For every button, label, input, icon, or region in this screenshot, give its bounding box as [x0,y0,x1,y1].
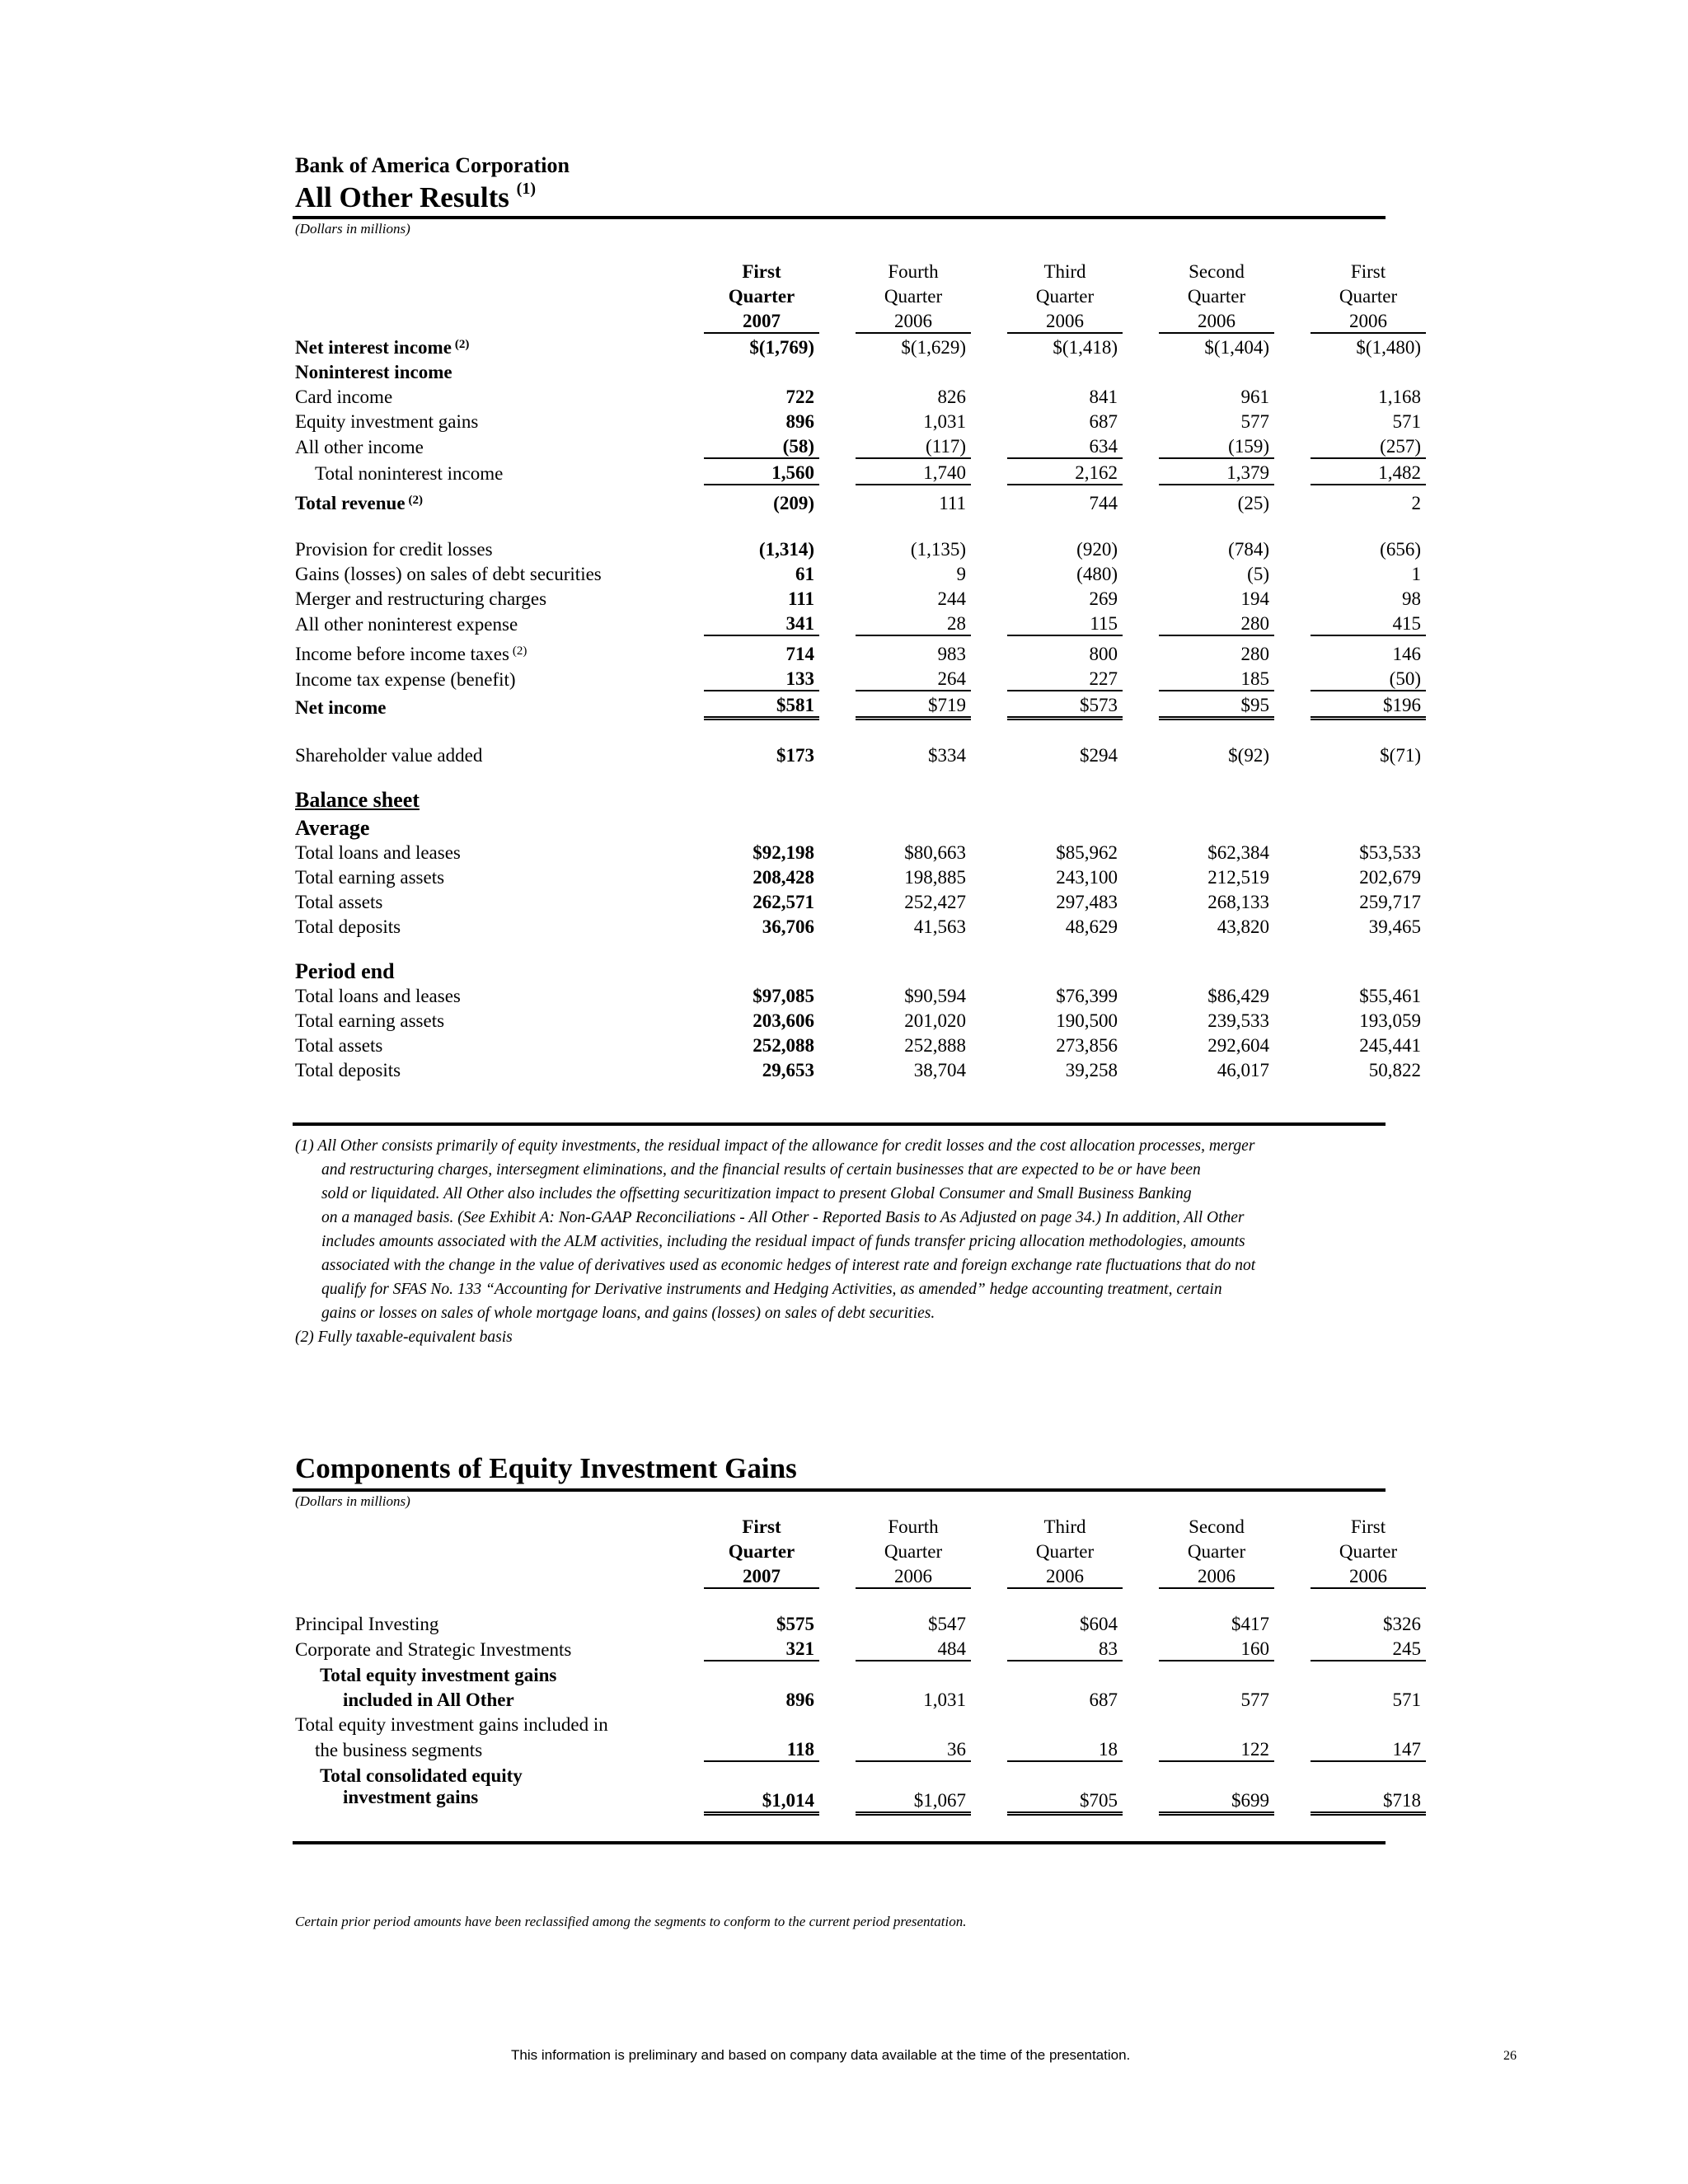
row-label: Shareholder value added [295,745,483,766]
cell: $573 [1007,691,1123,719]
cell: 252,888 [904,1035,966,1056]
row-label: Card income [295,387,393,407]
cell: 50,822 [1368,1060,1421,1080]
cell: 341 [704,610,819,635]
section-heading-row [295,766,1426,811]
section-heading-row [295,811,1426,839]
all-other-results-table [295,258,1426,1081]
table-row [295,333,1426,359]
cell: (656) [1380,539,1421,560]
col-header: Third [1043,261,1086,282]
cell: 133 [704,665,819,691]
row-label: Provision for credit losses [295,539,493,560]
equity-section-title: Components of Equity Investment Gains [295,1452,797,1484]
row-label: Net income [295,696,387,718]
cell: 687 [1089,411,1118,432]
cell: 28 [856,610,971,635]
period-end-heading: Period end [295,959,395,983]
cell: 634 [1007,433,1123,458]
cell: 280 [1240,644,1269,664]
row-label: Merger and restructuring charges [295,588,547,609]
cell: 1,168 [1378,387,1421,407]
cell: 244 [937,588,966,609]
cell: 118 [704,1736,819,1761]
col-header: Quarter [728,1541,795,1562]
cell: 983 [937,644,966,664]
cell: 18 [1007,1736,1123,1761]
col-header: Quarter [884,286,943,307]
footnote-2: (2) Fully taxable-equivalent basis [295,1329,513,1346]
cell: 484 [856,1635,971,1661]
cell: 1,560 [704,458,819,485]
cell: $92,198 [753,842,814,863]
page-number: 26 [1503,2049,1517,2063]
cell: 194 [1240,588,1269,609]
cell: (209) [773,493,814,513]
col-header: Quarter [1187,286,1246,307]
cell: $334 [928,745,966,766]
equity-units-label: (Dollars in millions) [295,1493,410,1509]
table-row [295,1635,1426,1661]
col-header: Quarter [728,286,795,307]
row-label: Income before income taxes $^{(2)}$ [295,644,528,664]
row-label: Total consolidated equity [320,1765,523,1786]
col-year: 2006 [1159,307,1274,333]
cell: 245 [1311,1635,1426,1661]
row-label: All other income [295,437,424,457]
col-header: Quarter [1187,1541,1246,1562]
col-year: 2006 [1311,307,1426,333]
cell: 202,679 [1359,867,1421,888]
cell: 826 [937,387,966,407]
cell: $85,962 [1056,842,1118,863]
row-label: Total revenue $^{(2)}$ [295,493,424,513]
cell: $417 [1231,1614,1269,1634]
table-row [295,691,1426,719]
cell: 48,629 [1065,916,1118,937]
page-title [295,181,536,214]
footnote-1-line: gains or losses on sales of whole mortgage loans, and gains (losses) on sales of debt securities. [321,1305,935,1322]
col-year: 2007 [704,1563,819,1588]
average-heading: Average [295,816,370,840]
cell: $90,594 [904,986,966,1006]
cell: 198,885 [904,867,966,888]
cell: 190,500 [1056,1010,1118,1031]
col-header: Quarter [1035,286,1095,307]
footnote-1-line: qualify for SFAS No. 133 “Accounting for Derivative instruments and Hedging Activities, as amended” hedge accounting treatment, certain [321,1281,1222,1298]
row-label: Total loans and leases [295,842,461,863]
cell: $95 [1159,691,1274,719]
cell: $86,429 [1207,986,1269,1006]
title-footnote-ref: (1) [516,180,536,198]
table-row [295,1686,1426,1711]
row-label: investment gains [343,1787,479,1807]
cell: $196 [1311,691,1426,719]
cell: (784) [1228,539,1269,560]
cell: $(92) [1228,745,1269,766]
header-row-1 [295,1513,1426,1538]
cell: 83 [1007,1635,1123,1661]
cell: 245,441 [1359,1035,1421,1056]
company-name: Bank of America Corporation [295,153,570,177]
cell: 714 [785,644,814,664]
cell: 1,031 [923,1690,966,1710]
cell: 800 [1089,644,1118,664]
cell: (1,135) [910,539,966,560]
cell: (117) [856,433,971,458]
cell: 43,820 [1217,916,1269,937]
col-header: Quarter [884,1541,943,1562]
cell: (5) [1247,564,1269,584]
row-label: Corporate and Strategic Investments [295,1639,572,1660]
table-row [295,1711,1426,1736]
equity-table-bottom-rule [293,1841,1386,1844]
table-row [295,1032,1426,1057]
cell: $(1,769) [749,337,814,358]
cell: $(1,404) [1204,337,1269,358]
row-label: Gains (losses) on sales of debt securities [295,564,602,584]
col-header: Second [1189,1516,1245,1537]
col-header: First [1350,261,1386,282]
col-header: Third [1043,1516,1086,1537]
cell: 259,717 [1359,892,1421,912]
row-label: Total deposits [295,916,401,937]
col-header: Fourth [888,261,939,282]
cell: 262,571 [753,892,814,912]
table-row [295,1007,1426,1032]
cell: 111 [788,588,814,609]
row-label: Total earning assets [295,1010,445,1031]
title-rule [293,216,1386,219]
col-year: 2006 [1311,1563,1426,1588]
cell: 146 [1392,644,1421,664]
cell: $718 [1311,1787,1426,1814]
cell: $719 [856,691,971,719]
footnote-1-line: associated with the change in the value of derivatives used as economic hedges of interest rate and foreign exchange rate fluctuations that do not [321,1257,1256,1274]
table-row [295,839,1426,864]
cell: 273,856 [1056,1035,1118,1056]
cell: 147 [1311,1736,1426,1761]
cell: 415 [1311,610,1426,635]
cell: 264 [856,665,971,691]
row-label: Total noninterest income [315,463,504,484]
cell: 122 [1159,1736,1274,1761]
col-year: 2006 [1159,1563,1274,1588]
cell: 160 [1159,1635,1274,1661]
cell: 2,162 [1007,458,1123,485]
cell: $97,085 [753,986,814,1006]
row-label: Total equity investment gains included in [295,1714,608,1735]
cell: $62,384 [1207,842,1269,863]
balance-sheet-heading: Balance sheet [295,788,420,812]
cell: $326 [1383,1614,1421,1634]
row-label: Principal Investing [295,1614,439,1634]
col-header: Quarter [1339,1541,1398,1562]
col-header: First [1350,1516,1386,1537]
cell: 252,427 [904,892,966,912]
footnote-1-line: sold or liquidated. All Other also includes the offsetting securitization impact to present Global Consumer and Small Business Banking [321,1185,1192,1202]
cell: 841 [1089,387,1118,407]
footnote-1-line: and restructuring charges, intersegment eliminations, and the financial results of certain businesses that are expected to be or have been [321,1161,1201,1179]
equity-title-rule [293,1488,1386,1492]
cell: (159) [1159,433,1274,458]
table-row [295,1610,1426,1635]
col-header: Quarter [1339,286,1398,307]
table-row [295,665,1426,691]
reclassification-note: Certain prior period amounts have been reclassified among the segments to conform to the current period presentation. [295,1914,967,1929]
units-label: (Dollars in millions) [295,221,410,237]
cell: (58) [704,433,819,458]
cell: 208,428 [753,867,814,888]
row-label: Income tax expense (benefit) [295,669,516,690]
cell: 98 [1402,588,1421,609]
cell: 896 [785,1690,814,1710]
col-year: 2007 [704,307,819,333]
table-row [295,1761,1426,1787]
table-bottom-rule [293,1122,1386,1126]
col-year: 2006 [1007,307,1123,333]
cell: $699 [1159,1787,1274,1814]
cell: $294 [1080,745,1118,766]
cell: 571 [1392,1690,1421,1710]
cell: 227 [1007,665,1123,691]
cell: 1,379 [1159,458,1274,485]
cell: $(1,418) [1053,337,1118,358]
cell: (920) [1076,539,1118,560]
table-row [295,888,1426,913]
cell: $(1,629) [901,337,966,358]
cell: $(1,480) [1356,337,1421,358]
footnotes [295,1134,1383,1349]
table-row [295,585,1426,610]
cell: 2 [1411,493,1421,513]
cell: 115 [1007,610,1123,635]
row-label: included in All Other [343,1690,514,1710]
cell: 744 [1089,493,1118,513]
cell: $604 [1080,1614,1118,1634]
header-row-1 [295,258,1426,283]
cell: 111 [939,493,966,513]
cell: 185 [1159,665,1274,691]
cell: 36 [856,1736,971,1761]
section-heading-row [295,359,1426,383]
cell: (1,314) [758,539,814,560]
cell: 269 [1089,588,1118,609]
cell: 961 [1240,387,1269,407]
cell: 297,483 [1056,892,1118,912]
row-label: Total assets [295,892,383,912]
table-row [295,610,1426,635]
table-row [295,864,1426,888]
cell: (480) [1076,564,1118,584]
cell: 687 [1089,1690,1118,1710]
cell: 243,100 [1056,867,1118,888]
table-row [295,1736,1426,1761]
preliminary-footer: This information is preliminary and based on company data available at the time of the presentation. [511,2047,1131,2063]
row-label: Net interest income $^{(2)}$ [295,337,470,358]
col-year: 2006 [856,1563,971,1588]
cell: $(71) [1380,745,1421,766]
table-row [295,742,1426,766]
cell: 1,482 [1311,458,1426,485]
cell: 39,258 [1065,1060,1118,1080]
cell: $173 [776,745,814,766]
cell: 280 [1159,610,1274,635]
table-row [295,560,1426,585]
col-year: 2006 [1007,1563,1123,1588]
table-row [295,485,1426,514]
cell: 292,604 [1207,1035,1269,1056]
cell: (257) [1311,433,1426,458]
cell: 61 [795,564,814,584]
cell: 201,020 [904,1010,966,1031]
row-label: Total assets [295,1035,383,1056]
cell: 193,059 [1359,1010,1421,1031]
cell: 36,706 [762,916,814,937]
cell: (25) [1237,493,1269,513]
cell: $575 [776,1614,814,1634]
row-label: Total loans and leases [295,986,461,1006]
cell: 203,606 [753,1010,814,1031]
cell: 29,653 [762,1060,814,1080]
table-row [295,913,1426,938]
row-label: All other noninterest expense [295,614,518,635]
table-row [295,1787,1426,1814]
header-row-year [295,1563,1426,1588]
table-row [295,982,1426,1007]
equity-gains-table [295,1513,1426,1816]
cell: 896 [785,411,814,432]
table-row [295,1661,1426,1686]
cell: $547 [928,1614,966,1634]
row-label: Equity investment gains [295,411,479,432]
table-row [295,458,1426,485]
cell: 577 [1240,411,1269,432]
table-row [295,635,1426,665]
col-year: 2006 [856,307,971,333]
cell: $1,067 [856,1787,971,1814]
cell: 9 [956,564,966,584]
cell: 38,704 [913,1060,966,1080]
cell: $80,663 [904,842,966,863]
cell: 1,031 [923,411,966,432]
cell: 239,533 [1207,1010,1269,1031]
cell: 268,133 [1207,892,1269,912]
cell: $55,461 [1359,986,1421,1006]
row-label: Total deposits [295,1060,401,1080]
cell: 41,563 [913,916,966,937]
cell: 212,519 [1207,867,1269,888]
col-header: Fourth [888,1516,939,1537]
row-label: the business segments [315,1740,483,1760]
cell: 571 [1392,411,1421,432]
footnote-1-line: includes amounts associated with the ALM activities, including the residual impact of funds transfer pricing allocation methodologies, amounts [321,1233,1245,1250]
cell: 722 [785,387,814,407]
cell: 1 [1411,564,1421,584]
cell: 577 [1240,1690,1269,1710]
header-row-year [295,307,1426,333]
cell: $581 [704,691,819,719]
footnote-1-line: (1) All Other consists primarily of equity investments, the residual impact of the allowance for credit losses and the cost allocation processes, merger [295,1137,1255,1155]
row-label: Noninterest income [295,362,452,382]
col-header: Second [1189,261,1245,282]
header-row-2 [295,283,1426,307]
table-row [295,383,1426,408]
cell: $1,014 [704,1787,819,1814]
table-row [295,536,1426,560]
footnote-1-line: on a managed basis. (See Exhibit A: Non-GAAP Reconciliations - All Other - Reported Basis to As Adjusted on page 34.) In addition, All Other [321,1209,1245,1226]
section-heading-row [295,938,1426,982]
row-label: Total equity investment gains [320,1665,557,1685]
row-label: Total earning assets [295,867,445,888]
col-header: Quarter [1035,1541,1095,1562]
col-header: First [742,1516,781,1537]
page-title-text: All Other Results [295,181,509,213]
table-row [295,433,1426,458]
table-row [295,1057,1426,1081]
cell: $53,533 [1359,842,1421,863]
cell: $76,399 [1056,986,1118,1006]
cell: 321 [704,1635,819,1661]
col-header: First [742,261,781,282]
cell: 39,465 [1368,916,1421,937]
cell: 1,740 [856,458,971,485]
cell: (50) [1311,665,1426,691]
header-row-2 [295,1538,1426,1563]
cell: 46,017 [1217,1060,1269,1080]
cell: 252,088 [753,1035,814,1056]
table-row [295,408,1426,433]
cell: $705 [1007,1787,1123,1814]
